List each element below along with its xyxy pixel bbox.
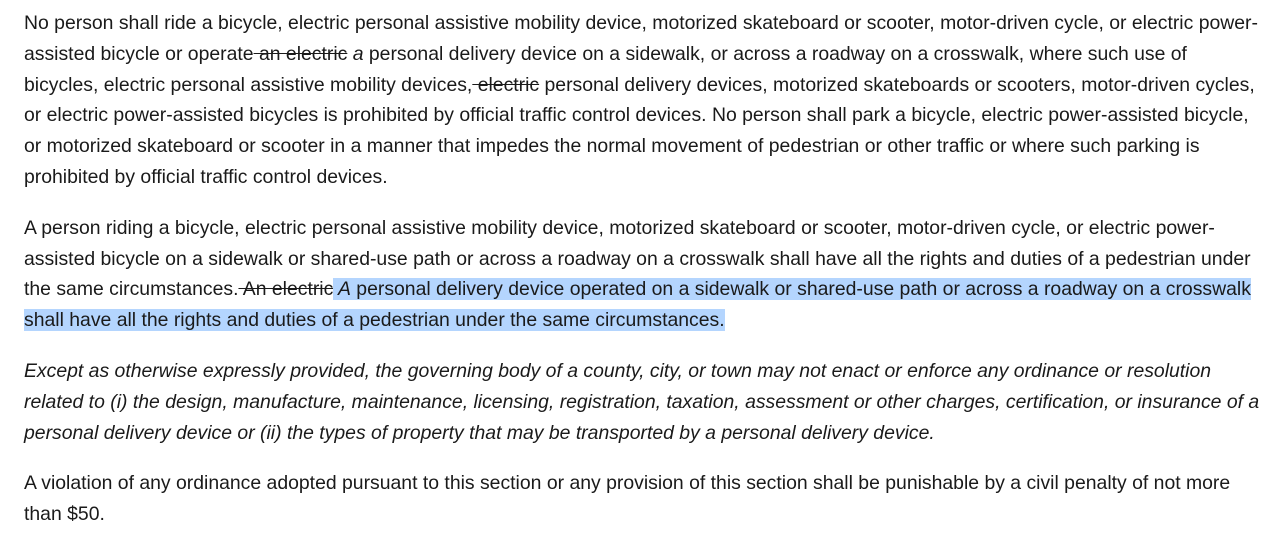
paragraph-text: personal delivery device on a sidewalk, or across a roadway on a crosswalk, where such use of bicycles, electric personal assistive mobility devices, [24, 42, 1187, 96]
paragraph-text: A person riding a bicycle, electric personal assistive mobility device, motorized skateboard or scooter, motor-driven cycle, or electric power-assisted bicycle on a sidewalk or shared-use path or across a roadway on a crosswalk shall have all the rights and duties of a pedestrian under the same circumstances. [24, 216, 1251, 301]
paragraph-text: No person shall ride a bicycle, electric personal assistive mobility device, motorized skateboard or scooter, motor-driven cycle, or electric power-assisted bicycle or operate [24, 12, 1258, 65]
inserted-text: a [347, 42, 364, 65]
paragraph-text: A violation of any ordinance adopted pursuant to this section or any provision of this section shall be punishable by a civil penalty of not more than $50. [24, 472, 1231, 526]
paragraph-pedestrian-rights [24, 213, 1262, 336]
paragraph-local-ordinance [24, 356, 1262, 448]
inserted-paragraph-text: Except as otherwise expressly provided, the governing body of a county, city, or town may not enact or enforce any ordinance or resolution related to (i) the design, manufacture, maintenance, licensing, registration, taxation, assessment or other charges, certification, or insurance of a personal delivery device or (ii) the types of property that may be transported by a personal delivery device. [24, 359, 1260, 444]
inserted-text: A [333, 278, 351, 301]
struck-text: electric [472, 73, 540, 96]
paragraph-civil-penalty [24, 468, 1262, 530]
paragraph-text: personal delivery device operated on a sidewalk or shared-use path or across a roadway on a crosswalk shall have all the rights and duties of a pedestrian under the same circumstances. [24, 278, 1251, 332]
struck-text: An electric [238, 278, 334, 301]
struck-text: an electric [253, 42, 348, 65]
paragraph-sidewalk-riding [24, 8, 1262, 193]
paragraph-text: personal delivery devices, motorized skateboards or scooters, motor-driven cycles, or electric power-assisted bicycles is prohibited by official traffic control devices. No person shall park a bicycle, electric power-assisted bicycle, or motorized skateboard or scooter in a manner that impedes the normal movement of pedestrian or other traffic or where such parking is prohibited by official traffic control devices. [24, 73, 1255, 188]
